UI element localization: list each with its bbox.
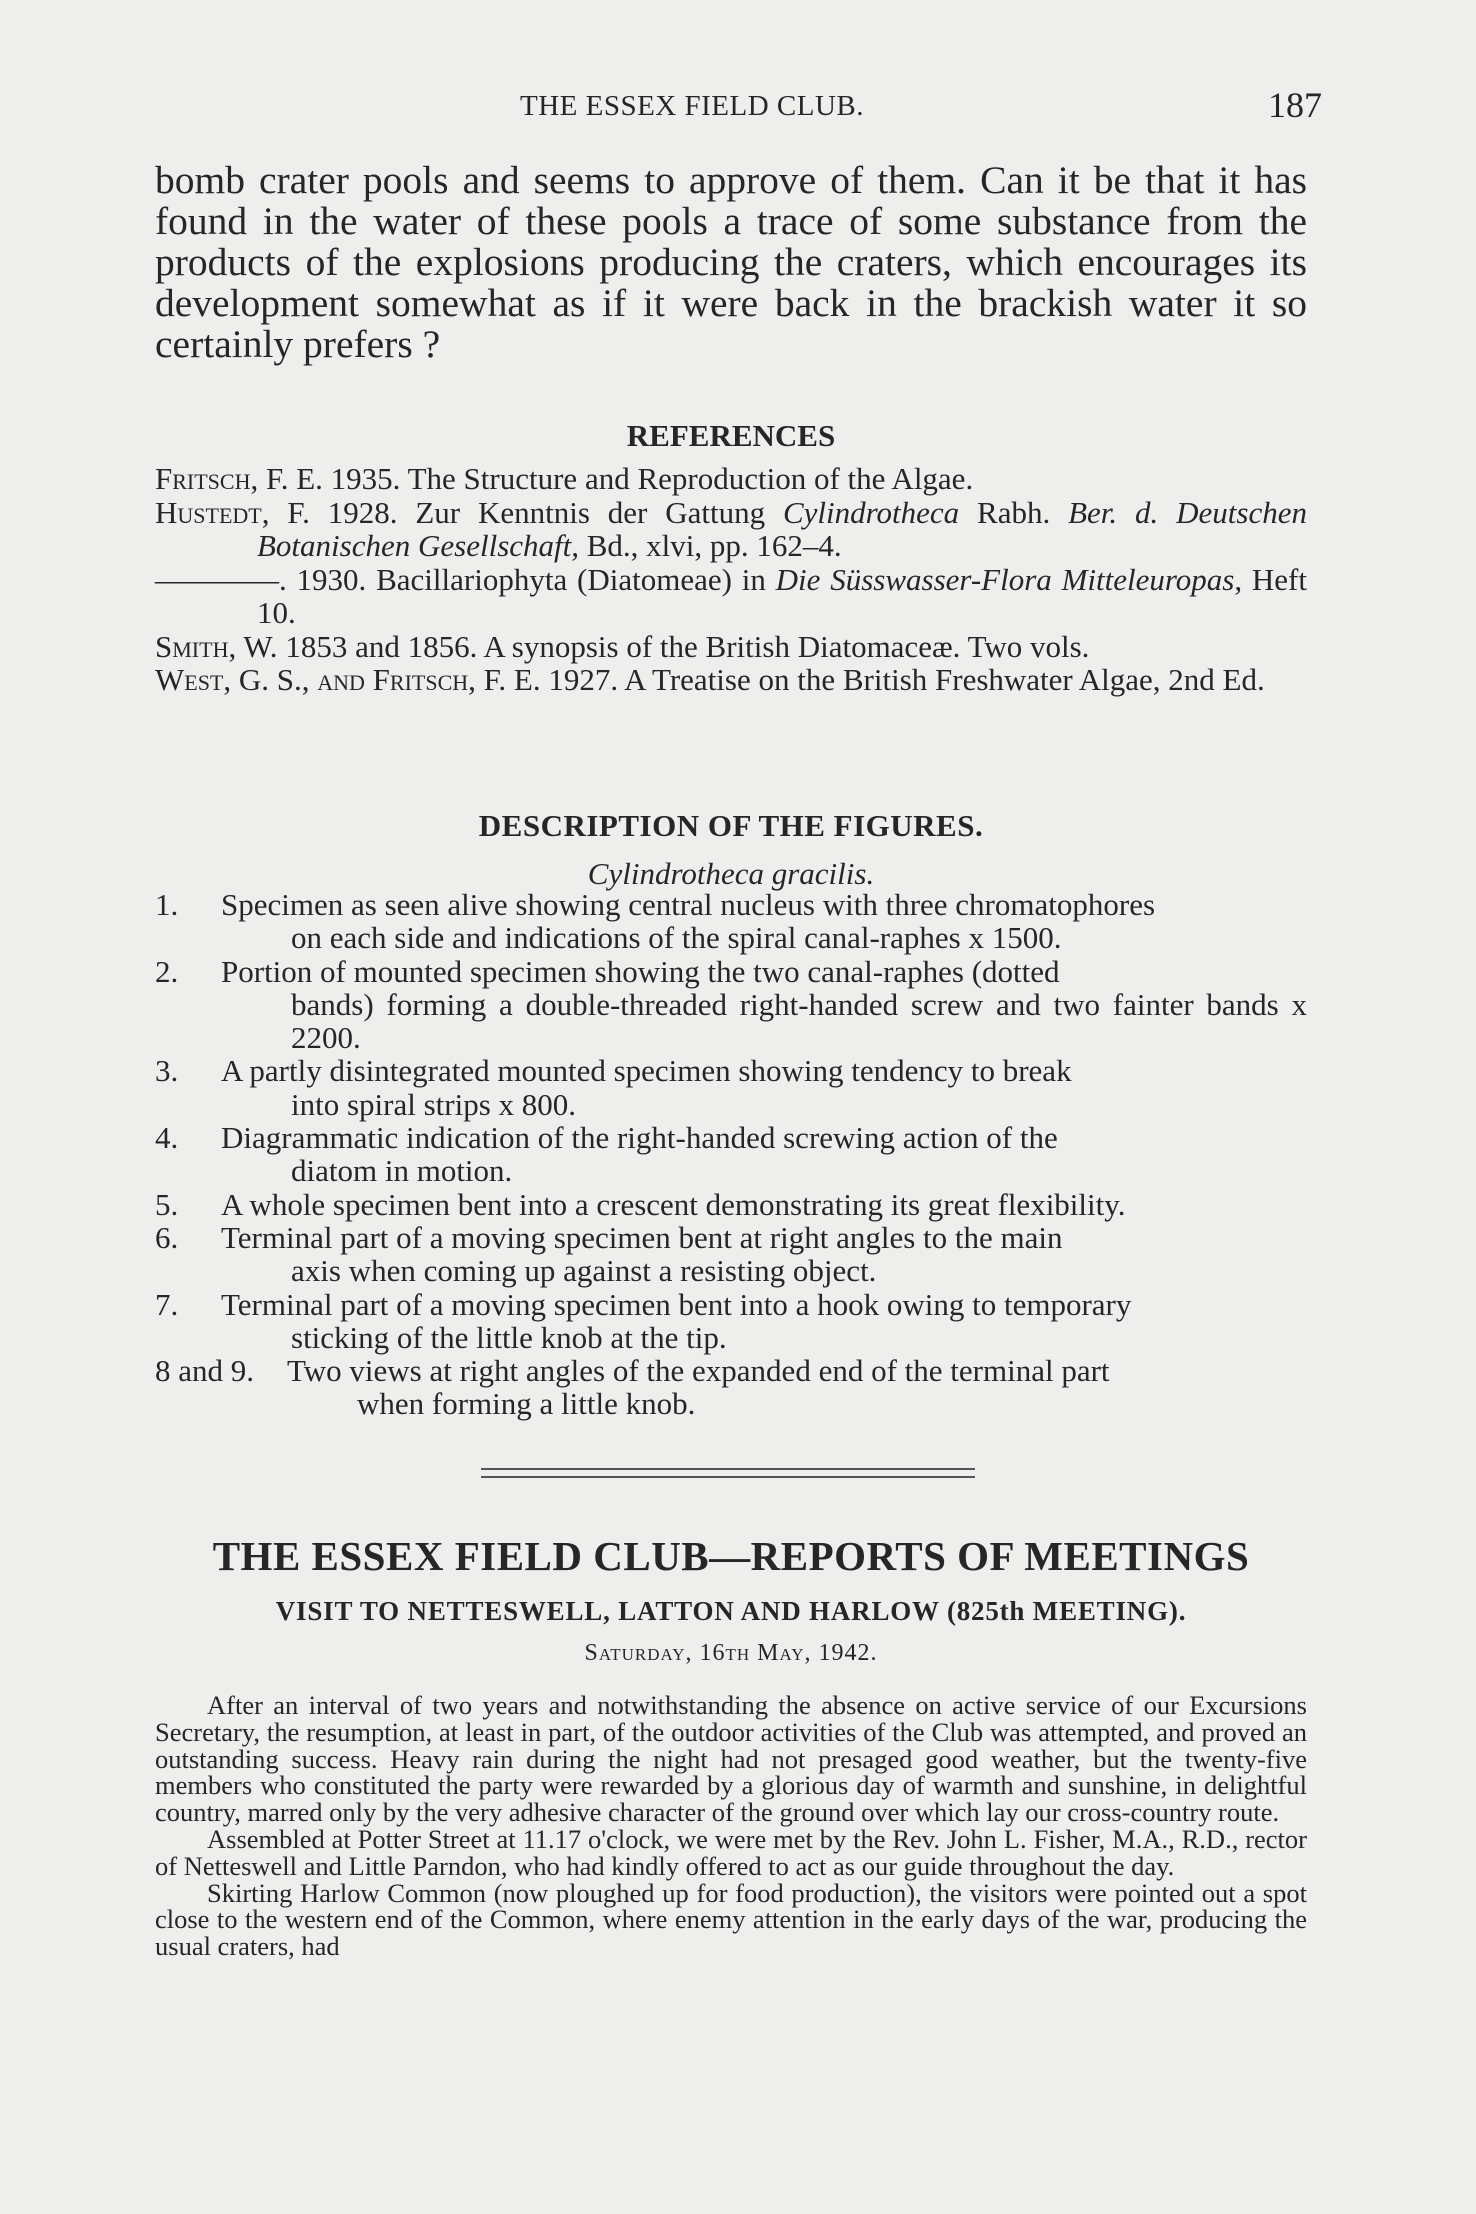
reference-item xyxy=(155,630,1307,664)
figure-text: Two views at right angles of the expanded end of the terminal part xyxy=(287,1353,1110,1389)
reference-journal: Ber. d. Deutschen Botanischen Gesellschaft, xyxy=(257,494,1307,563)
reference-item xyxy=(155,462,1307,496)
references-heading: REFERENCES xyxy=(626,418,836,453)
figures-list xyxy=(155,888,1307,1421)
figure-item xyxy=(155,1188,1307,1221)
figure-number: 8 and 9. xyxy=(155,1353,255,1389)
figure-item xyxy=(155,1288,1307,1355)
reports-title: THE ESSEX FIELD CLUB—REPORTS OF MEETINGS xyxy=(212,1533,1250,1579)
figure-number: 3. xyxy=(155,1053,179,1089)
figure-number: 6. xyxy=(155,1219,179,1255)
reference-author: Fritsch, F. E. xyxy=(155,461,323,496)
figure-number: 1. xyxy=(155,887,179,922)
figure-text: A whole specimen bent into a crescent demonstrating its great flexibility. xyxy=(221,1186,1126,1222)
figure-item xyxy=(155,1054,1307,1121)
reference-text: 1935. The Structure and Reproduction of the Algae. xyxy=(322,461,974,496)
running-title: THE ESSEX FIELD CLUB. xyxy=(520,90,864,122)
figure-item xyxy=(155,1121,1307,1188)
reference-italic: Die Süsswasser-Flora Mitteleuropas, xyxy=(775,561,1243,597)
meeting-date: Saturday, 16th May, 1942. xyxy=(584,1640,878,1666)
reference-text-after: Rabh. xyxy=(959,494,1069,530)
report-body xyxy=(155,1692,1307,1960)
reference-text: 1927. A Treatise on the British Freshwater Algae, 2nd Ed. xyxy=(540,662,1265,697)
figures-species: Cylindrotheca gracilis. xyxy=(587,856,875,891)
figure-text: Diagrammatic indication of the right-handed screwing action of the xyxy=(221,1120,1058,1156)
reference-text: 1928. Zur Kenntnis der Gattung xyxy=(309,494,783,530)
visit-name: VISIT TO NETTESWELL, LATTON AND HARLOW xyxy=(275,1596,940,1626)
report-paragraph: Assembled at Potter Street at 11.17 o'clock, we were met by the Rev. John L. Fisher, M.A., R.D., rector of Netteswell and Little Parndon, who had kindly offered to act as our guide throughout the day. xyxy=(155,1823,1307,1881)
figure-item xyxy=(155,888,1307,955)
reference-text: 1853 and 1856. A synopsis of the British Diatomaceæ. Two vols. xyxy=(277,628,1090,664)
figure-text-continued: axis when coming up against a resisting object. xyxy=(291,1253,877,1289)
lead-paragraph: bomb crater pools and seems to approve of them. Can it be that it has found in the water of these pools a trace of some substance from the products of the explosions producing the craters, which encourages its development somewhat as if it were back in the brackish water it so certainly prefers ? xyxy=(155,158,1307,366)
reference-author: Hustedt, F. xyxy=(155,494,310,530)
references-list xyxy=(155,462,1307,697)
reference-italic: Cylindrotheca xyxy=(782,494,960,530)
figure-text-continued: into spiral strips x 800. xyxy=(291,1086,577,1122)
running-head xyxy=(0,84,1476,128)
visit-title xyxy=(155,1596,1307,1627)
reference-text-tail: Bd., xlvi, pp. 162–4. xyxy=(579,528,842,563)
reference-author: West, G. S., and Fritsch, F. E. xyxy=(155,662,541,697)
meeting-number: (825th MEETING). xyxy=(946,1596,1187,1626)
figure-text-continued: diatom in motion. xyxy=(291,1153,513,1189)
figure-item xyxy=(155,1221,1307,1288)
figure-text-continued: on each side and indications of the spiral canal-raphes x 1500. xyxy=(291,920,1062,956)
figure-text-continued: when forming a little knob. xyxy=(357,1386,696,1422)
figure-text-continued: bands) forming a double-threaded right-handed screw and two fainter bands x 2200. xyxy=(291,986,1307,1056)
figure-item xyxy=(155,1354,1307,1421)
figure-text: Portion of mounted specimen showing the two canal-raphes (dotted xyxy=(221,953,1060,989)
figure-text: Specimen as seen alive showing central nucleus with three chromatophores xyxy=(221,887,1156,922)
figure-text: Terminal part of a moving specimen bent at right angles to the main xyxy=(221,1219,1063,1255)
report-paragraph: After an interval of two years and notwithstanding the absence on active service of our Excursions Secretary, the resumption, at least in part, of the outdoor activities of the Club was attempted, and proved an outstanding success. Heavy rain during the night had not presaged good weather, but the twenty-five members who constituted the party were rewarded by a glorious day of warmth and sunshine, in delightful country, marred only by the very adhesive character of the ground over which lay our cross-country route. xyxy=(155,1690,1307,1828)
report-paragraph: Skirting Harlow Common (now ploughed up for food production), the visitors were pointed out a spot close to the western end of the Common, where enemy attention in the early days of the war, producing the usual craters, had xyxy=(155,1877,1307,1962)
reference-text: ————. 1930. Bacillariophyta (Diatomeae) in xyxy=(155,561,776,597)
figure-number: 5. xyxy=(155,1186,179,1222)
figure-number: 7. xyxy=(155,1286,179,1322)
reference-item xyxy=(155,496,1307,563)
figure-number: 2. xyxy=(155,953,179,989)
reference-text-after: Heft 10. xyxy=(257,561,1307,630)
figure-text-continued: sticking of the little knob at the tip. xyxy=(291,1319,727,1355)
figure-number: 4. xyxy=(155,1120,179,1156)
section-divider xyxy=(481,1468,975,1478)
figure-item xyxy=(155,955,1307,1055)
figures-heading: DESCRIPTION OF THE FIGURES. xyxy=(478,808,984,843)
figure-text: A partly disintegrated mounted specimen showing tendency to break xyxy=(221,1053,1072,1089)
reference-author: Smith, W. xyxy=(155,628,278,664)
reference-item xyxy=(155,563,1307,630)
reference-item xyxy=(155,663,1307,697)
page-number: 187 xyxy=(1268,85,1322,125)
figure-text: Terminal part of a moving specimen bent into a hook owing to temporary xyxy=(221,1286,1132,1322)
